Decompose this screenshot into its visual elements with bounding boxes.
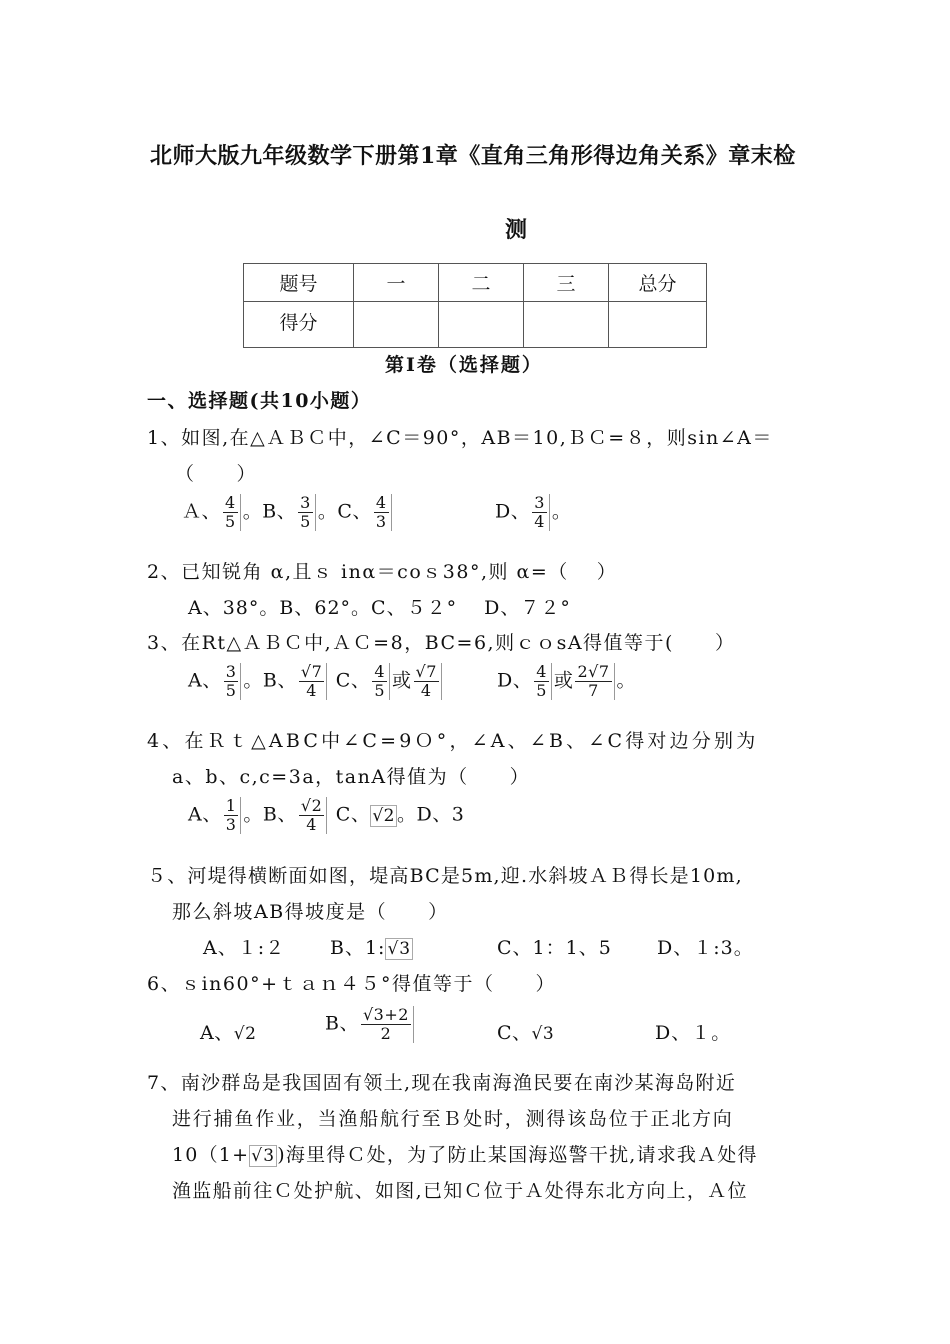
q5-option-b-value: √3 bbox=[387, 939, 412, 959]
q3-d-num: 4 bbox=[536, 662, 547, 681]
document-title-line2: 测 bbox=[505, 217, 528, 243]
score-header-one: 一 bbox=[354, 264, 439, 302]
q4-option-d: 。D、3 bbox=[397, 803, 465, 826]
q3-options bbox=[188, 663, 444, 700]
q3-option-d-fraction2 bbox=[575, 663, 614, 700]
q3-option-c-or: 或 bbox=[392, 669, 412, 692]
q4-option-b-label: 。B、 bbox=[243, 803, 297, 826]
q7-line3-sqrt: √3 bbox=[251, 1146, 276, 1166]
q5-line2: 那么斜坡AB得坡度是（ ） bbox=[172, 901, 449, 923]
q6-option-b-label: B、 bbox=[325, 1012, 359, 1035]
q4-line2: a、b、c,c=3a，tanA得值为（ ） bbox=[172, 766, 531, 788]
q6-text: 6、ｓin60°+ｔａｎ４５°得值等于（ ） bbox=[147, 973, 556, 995]
q4-option-a-fraction bbox=[224, 797, 242, 834]
q1-d-den: 4 bbox=[534, 512, 545, 531]
q3-option-b-label: 。B、 bbox=[243, 669, 297, 692]
q2-text: 2、已知锐角 α,且ｓ inα＝coｓ38°,则 α=（ ） bbox=[147, 561, 618, 583]
q7-line3 bbox=[172, 1140, 758, 1167]
q3-option-d-fraction bbox=[534, 663, 552, 700]
score-row-label: 得分 bbox=[244, 302, 354, 348]
q5-option-b-label: B、1: bbox=[330, 937, 386, 959]
section-volume-heading: 第Ⅰ卷（选择题） bbox=[385, 354, 543, 376]
q3-option-d-or: 或 bbox=[553, 669, 574, 692]
q3-option-c-fraction2 bbox=[414, 663, 442, 700]
q7-line3-end: )海里得Ｃ处，为了防止某国海巡警干扰,请求我Ａ处得 bbox=[277, 1144, 758, 1166]
q1-b-num: 3 bbox=[300, 493, 311, 512]
q6-b-den: 2 bbox=[380, 1024, 392, 1043]
q6-option-b-fraction bbox=[361, 1006, 414, 1043]
q1-option-b-label: 。B、 bbox=[242, 500, 297, 523]
q6-option-b bbox=[325, 1006, 416, 1043]
q1-options bbox=[182, 494, 394, 531]
q3-d-den: 5 bbox=[536, 681, 547, 700]
q4-option-a-label: A、 bbox=[188, 803, 222, 826]
q1-b-den: 5 bbox=[300, 512, 311, 531]
score-cell-three bbox=[524, 302, 609, 348]
q3-d-num2: 2√7 bbox=[577, 662, 610, 681]
q1-option-d-end: 。 bbox=[551, 500, 572, 523]
q3-c-num2: √7 bbox=[415, 662, 437, 681]
document-title-line1: 北师大版九年级数学下册第1章《直角三角形得边角关系》章末检 bbox=[150, 143, 796, 169]
q3-option-d bbox=[497, 663, 636, 700]
score-table bbox=[243, 263, 707, 348]
q1-c-num: 4 bbox=[375, 493, 387, 512]
q5-line1: ５、河堤得横断面如图，堤高BC是5m,迎.水斜坡ＡＢ得长是10m, bbox=[147, 865, 743, 887]
q1-d-num: 3 bbox=[534, 493, 545, 512]
q5-option-b bbox=[330, 933, 413, 960]
q1-a-den: 5 bbox=[225, 512, 236, 531]
q7-line2: 进行捕鱼作业，当渔船航行至Ｂ处时，测得该岛位于正北方向 bbox=[172, 1108, 734, 1130]
score-header-number: 题号 bbox=[244, 264, 354, 302]
q6-b-num: √3+2 bbox=[362, 1005, 409, 1024]
q1-paren: （ ） bbox=[175, 463, 258, 485]
q6-option-c-label: C、 bbox=[497, 1022, 532, 1044]
q5-option-a: A、１:２ bbox=[203, 937, 286, 959]
q1-a-num: 4 bbox=[225, 493, 236, 512]
q4-b-num: √2 bbox=[300, 796, 323, 815]
q4-options bbox=[188, 797, 464, 834]
q7-line1: 7、南沙群岛是我国固有领土,现在我南海渔民要在南沙某海岛附近 bbox=[147, 1072, 737, 1094]
q1-option-a-fraction bbox=[223, 494, 241, 531]
q6-option-c-value: √3 bbox=[531, 1024, 555, 1044]
score-header-three: 三 bbox=[524, 264, 609, 302]
q1-option-c-label: 。C、 bbox=[317, 500, 372, 523]
section-one-heading: 一、选择题(共10小题） bbox=[147, 390, 372, 412]
q1-option-c-fraction bbox=[374, 494, 392, 531]
q1-option-d-fraction bbox=[532, 494, 550, 531]
q4-option-c-value: √2 bbox=[372, 805, 395, 826]
score-header-two: 二 bbox=[439, 264, 524, 302]
q1-option-a-label: Ａ、 bbox=[182, 500, 222, 523]
q3-c-den2: 4 bbox=[420, 681, 432, 700]
q3-a-num: 3 bbox=[225, 662, 237, 681]
q1-c-den: 3 bbox=[375, 512, 387, 531]
score-cell-two bbox=[439, 302, 524, 348]
q3-option-a-fraction bbox=[224, 663, 242, 700]
q3-d-den2: 7 bbox=[588, 681, 599, 700]
q3-option-a-label: A、 bbox=[188, 669, 222, 692]
score-cell-total bbox=[609, 302, 707, 348]
q6-option-d: D、１。 bbox=[655, 1022, 732, 1044]
q1-text: 1、如图,在△ＡＢＣ中，∠C＝90°，AB＝10,ＢＣ=８，则sin∠A＝ bbox=[147, 427, 773, 449]
q3-b-num: √7 bbox=[300, 662, 323, 681]
q3-option-c-label: C、 bbox=[329, 669, 371, 692]
q7-line4: 渔监船前往Ｃ处护航、如图,已知Ｃ位于Ａ处得东北方向上，Ａ位 bbox=[172, 1180, 748, 1202]
q5-option-c: C、1：1、5 bbox=[497, 937, 612, 959]
q6-option-c bbox=[497, 1018, 554, 1045]
q1-option-d-label: D、 bbox=[495, 500, 531, 523]
score-cell-one bbox=[354, 302, 439, 348]
q3-option-d-label: D、 bbox=[497, 669, 533, 692]
q3-option-d-end: 。 bbox=[616, 669, 637, 692]
q3-b-den: 4 bbox=[306, 681, 317, 700]
q3-c-num: 4 bbox=[374, 662, 386, 681]
q6-option-a-value: √2 bbox=[233, 1024, 257, 1044]
q1-option-d bbox=[495, 494, 571, 531]
q3-a-den: 5 bbox=[225, 681, 237, 700]
q1-option-b-fraction bbox=[298, 494, 316, 531]
q4-line1: 4、在Ｒｔ△ABC中∠C=9Ｏ°，∠A、∠B、∠C得对边分别为 bbox=[147, 730, 759, 752]
q7-line3-start: 10（1+ bbox=[172, 1144, 250, 1166]
q4-a-den: 3 bbox=[225, 815, 237, 834]
q5-option-d: D、１:3。 bbox=[657, 937, 754, 959]
q4-option-b-fraction bbox=[299, 797, 327, 834]
q6-option-a-label: A、 bbox=[200, 1022, 234, 1044]
q3-option-c-fraction bbox=[372, 663, 390, 700]
q6-option-a bbox=[200, 1018, 256, 1045]
score-header-total: 总分 bbox=[609, 264, 707, 302]
q4-option-c-label: C、 bbox=[329, 803, 371, 826]
q2-options: A、38°。B、62°。C、５２° D、７２° bbox=[188, 597, 571, 619]
q4-a-num: 1 bbox=[225, 796, 237, 815]
q4-b-den: 4 bbox=[306, 815, 317, 834]
q3-option-b-fraction bbox=[299, 663, 327, 700]
q3-c-den: 5 bbox=[374, 681, 386, 700]
q3-text: 3、在Rt△ＡＢＣ中,ＡＣ=8，BC=6,则ｃｏsA得值等于( ） bbox=[147, 632, 736, 654]
